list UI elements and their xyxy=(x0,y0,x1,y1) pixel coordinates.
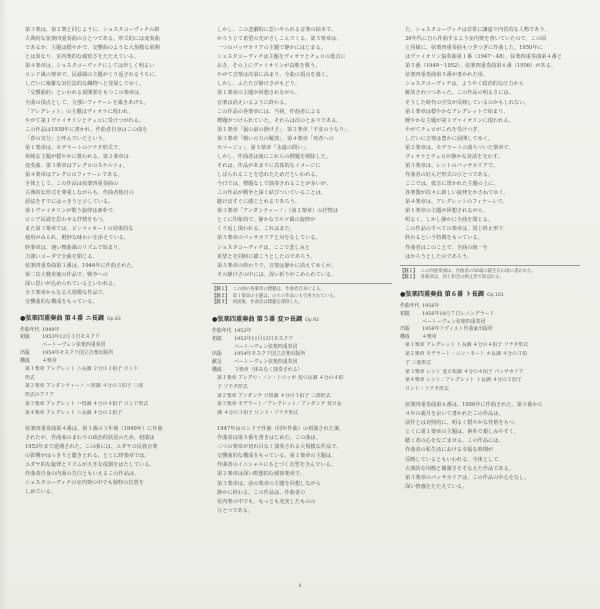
col2-footnotes xyxy=(212,283,392,307)
footnote-text: 初演後、作曲者は標題を削除した。 xyxy=(232,300,303,306)
body-line: 「交響曲的」といわれる展開部をもつこの楽章は、 xyxy=(25,90,145,97)
body-line: 室内楽の中でも、もっとも充実したものの xyxy=(217,498,316,505)
body-line: しかし、この悲劇的に思いやられる音楽の結末で、 xyxy=(217,27,337,33)
body-line: 第２楽章は、モデラートの落ちついた楽章で、 xyxy=(405,144,514,151)
body-line: 明るく、しかし静かに全曲を閉じる。 xyxy=(405,217,494,224)
quartet-6-movements xyxy=(400,342,580,394)
body-line: であるが、主題は穏やかで、交響曲のような大規模な展開 xyxy=(25,45,160,52)
meta-key: 献呈 xyxy=(212,359,222,366)
movement-line: 調 ４分の３拍子 ロンド・ソナタ形式 xyxy=(217,410,299,417)
body-line: ショスタコーヴィチは、ようやく政治的な圧力から xyxy=(405,81,524,88)
meta-value: ４楽章 xyxy=(42,357,57,364)
body-line: 「アレグレット」の主題はヴィオラに現われ、 xyxy=(25,108,134,115)
meta-value: 1952年 xyxy=(234,327,252,334)
body-line: 全体として、この作品は弦楽四重奏曲の xyxy=(25,181,119,188)
meta-row xyxy=(400,334,580,342)
body-line: しだいに複雑な対位法的な織物へと発展してゆく。 xyxy=(25,81,145,88)
body-line: 弦楽四重奏曲第６番は、1956年に作曲された。第５番から xyxy=(405,402,543,409)
body-line: それは、作品があまりに具体的なイメージに xyxy=(217,162,321,169)
body-line: また第３楽章では、ピッツィカートの効果的な xyxy=(25,226,134,233)
body-line: 古典的な弦楽四重奏曲のひとつである。形式的には変奏曲 xyxy=(25,36,160,43)
body-line: 第４楽章はアレグロのフィナーレである。 xyxy=(25,172,123,178)
meta-value: ベートーヴェン弦楽四重奏団 xyxy=(422,318,486,325)
body-line: 第３楽は、第２楽と同じように、ショスタコーヴィチの新 xyxy=(25,27,160,33)
meta-value: 1956年 xyxy=(422,302,440,309)
body-line: 第３楽章「アンダンティーノ」（第２楽章）の抒情は xyxy=(217,208,339,215)
body-line: しかし、ふたたび静けさがもどり、 xyxy=(217,81,301,88)
body-line: 第５楽章のパッサカリアと対をなしている。 xyxy=(217,235,321,242)
body-line: 前作とは対照的に、明るく穏やかな性格をもつ。 xyxy=(405,420,519,427)
body-line: 標題がつけられていた。それらは次のとおりである。 xyxy=(217,117,342,124)
movement-line: 形式のアリア xyxy=(25,392,55,399)
meta-key: 初演 xyxy=(20,334,30,341)
body-line: しめている。 xyxy=(25,489,57,496)
quartet-4-title: ●弦楽四重奏曲 第４番 ニ長調 xyxy=(20,314,104,322)
movement-line: 第１楽章 アレグレット ト長調 ４分の４拍子 ソナタ形式 xyxy=(405,342,529,349)
body-line: 第２楽章は深い瞑想的な緩徐楽章で、 xyxy=(217,471,306,478)
movement-line: 第４楽章 レント／アレグレット ト長調 ４分の２拍子 xyxy=(405,377,522,384)
body-line: 古典的な均衡と簡潔さをそなえた作品である。 xyxy=(405,465,514,472)
meta-row xyxy=(212,336,392,344)
footnote xyxy=(400,275,580,282)
meta-row xyxy=(20,342,200,350)
body-line: かろうじて希望の光がさしこんでくる。第５楽章は、 xyxy=(217,36,342,43)
body-line: 第４楽章は、アレグレットのフィナーレで、 xyxy=(405,199,508,206)
body-line: 作曲者自身の内面の告白ともいえるこの作品は、 xyxy=(25,471,140,478)
body-line: 全５楽章からなる大規模な作品で、 xyxy=(25,289,108,296)
body-line: 作曲者の好んだ形式のひとつである。 xyxy=(405,172,494,178)
meta-row xyxy=(212,359,392,367)
movement-line: 第１楽章 アレグロ・ノン・トロッポ 変ロ長調 ４分の４拍 xyxy=(217,374,344,381)
footnote-text: 第１楽章の主題は、のちの作品にも引用されている。 xyxy=(232,293,338,299)
col1-body xyxy=(20,26,200,306)
body-line: やがてチェロがこれを受けつぎ、 xyxy=(405,126,483,133)
body-line: 作曲者のイニシャルにもとづく音型を含んでいる。 xyxy=(217,462,336,469)
body-line: 軽やかな主題が第１ヴァイオリンに現われる。 xyxy=(405,117,514,124)
body-line: 第３楽章のパッサカリアは、この作品の中心をなし、 xyxy=(405,474,530,481)
body-line: やがて音楽は次第に高まり、全曲の頂点を築く。 xyxy=(217,72,332,79)
col3-body xyxy=(400,26,580,261)
body-line: ここでは、低音に置かれた主題の上に、 xyxy=(405,181,499,188)
body-line: 第４楽章は、ショスタコーヴィチにしては珍しく明るい xyxy=(25,63,155,70)
movement-line: 第３楽章 アレグレット ハ短調 ４分の４拍子 ロンド形式 xyxy=(25,401,149,408)
body-line: とくに第１楽章の主題は、素朴で親しみやすく、 xyxy=(405,429,520,436)
body-line: くり返し現われる。これはまた、 xyxy=(217,226,295,233)
meta-key: 構成 xyxy=(212,367,222,374)
text-column-3 xyxy=(400,26,580,492)
body-line: この作品のすべての楽章は、同じ終止形で xyxy=(405,226,504,233)
page-number: 8 xyxy=(298,583,302,589)
meta-key: 構成 xyxy=(20,357,30,364)
body-line: 第１楽章「嵐の前の静けさ」、第２楽章「不安のうなり」、 xyxy=(217,126,352,133)
meta-key: 作曲年代 xyxy=(20,326,40,333)
body-line: ロンド風の楽章で、民謡風の主題がくり返されるうちに、 xyxy=(25,72,160,79)
body-line: 単純な主題が穏やかに歌われる。第２楽章は xyxy=(25,153,129,160)
quartet-6-title: ●弦楽四重奏曲 第６番 ト長調 xyxy=(400,291,484,299)
meta-value: ベートーヴェン弦楽四重奏団 xyxy=(234,359,298,366)
body-line: 今日では、標題なしで演奏されることが多いが、 xyxy=(217,181,332,188)
body-line: 語法をすでにはっきりと示している。 xyxy=(25,199,114,206)
quartet-4-opus: Op.83 xyxy=(106,316,121,322)
movement-line: 子 三部形式 xyxy=(405,359,432,366)
body-line: 希望とを同時に描こうとしたのであろう。 xyxy=(217,253,316,260)
body-line: と同様に、弦楽四重奏曲もつぎつぎに作曲した。1950年に xyxy=(405,45,543,52)
body-line: 解放されつつあった。この作品の明るさには、 xyxy=(405,90,514,97)
meta-key: 出版 xyxy=(212,351,222,358)
section-title-quartet-5 xyxy=(212,315,392,325)
footnote-marker: 【註１】 xyxy=(212,286,230,292)
body-line: 変奏曲、第３楽章はアレグロのスケルツォ、 xyxy=(25,162,128,169)
section-title-quartet-4 xyxy=(20,314,200,324)
body-line: されたが、作曲家のまわりの政治的状況のため、初演は xyxy=(25,434,155,441)
body-line: の影響がはっきりと聴きとれる。とくに終楽章では、 xyxy=(25,453,150,460)
meta-value: ３楽章（休みなく演奏される） xyxy=(234,367,303,374)
page-gutter-shadow xyxy=(0,0,8,609)
body-line: この作品が戦争と深く結びついていることは、 xyxy=(217,190,326,197)
body-line: ロシア民謡を思わせる抒情をもつ。 xyxy=(25,217,108,224)
body-line: 1947年はロンドで作曲（同年作曲）の初演された後、 xyxy=(217,426,345,433)
body-line: ひとつである。 xyxy=(217,507,254,514)
body-line: しかし、作曲者は後にこれらの標題を削除した。 xyxy=(217,153,332,160)
footnote-marker: 【註２】 xyxy=(400,275,418,281)
meta-value: 1949年 xyxy=(42,326,60,333)
body-line: 静かに終わる。この作品は、作曲者の xyxy=(217,489,306,496)
body-line: しだいに音楽は豊かに展開してゆく。 xyxy=(405,135,494,142)
movement-line: 第１楽章 アレグレット ニ長調 ２分の２拍子 ロンド xyxy=(25,365,139,372)
body-line: 1953年まで延期された。この曲には、ユダヤの民族音楽 xyxy=(25,443,158,450)
footnote-marker: 【註３】 xyxy=(212,300,230,306)
body-line: 第５楽章の終わりで、音楽は静かに消えてゆくが、 xyxy=(217,262,337,269)
meta-value: 1953年12月３日モスクワ xyxy=(42,334,100,341)
body-line: はヴァイオリン協奏曲第１番（1947〜48）、弦楽四重奏曲第４番と xyxy=(405,54,563,61)
footnote-text: この四重奏曲は、作曲者の50歳の誕生日の頃に書かれた。 xyxy=(420,268,536,274)
body-line: この作品の各楽章には、当初、作曲者による xyxy=(217,108,321,115)
movement-line: 第２楽章 モデラート・コン・モート ホ長調 ４分の３拍 xyxy=(405,350,527,357)
body-line: 交響曲的な構成をもっている。第１楽章の主題は、 xyxy=(217,453,337,460)
col3-footnotes xyxy=(400,265,580,283)
body-line: 聴く者の心をなごませる。この作品には、 xyxy=(405,438,504,445)
meta-row xyxy=(400,303,580,311)
footnote-marker: 【註１】 xyxy=(400,268,418,274)
text-column-1 xyxy=(20,26,200,497)
body-line: はかろうとしたのであろう。 xyxy=(405,253,473,260)
body-line: た、ショスタコーヴィチは非常に謙虚で内省的な人物であり、 xyxy=(405,27,550,33)
quartet-6-description xyxy=(400,401,580,491)
body-line: その静けさの中には、深い祈りがこめられている。 xyxy=(217,271,337,278)
body-line: 一つのパッサカリアの主題で静かにはじまる。 xyxy=(217,45,326,52)
body-line: 第１楽章の主題が回想されながら、 xyxy=(405,208,489,215)
meta-row xyxy=(212,367,392,375)
meta-value: 1956年10月７日レニングラード xyxy=(422,310,495,317)
body-line: 作曲者はこのことで、全曲の統一を xyxy=(405,244,488,251)
meta-key: 構成 xyxy=(400,334,410,341)
body-line: 深い思いが込められているといわれる。 xyxy=(25,280,119,287)
body-line: ユダヤ的な旋律とリズムが大きな役割をはたしている。 xyxy=(25,462,155,469)
meta-value: ベートーヴェン弦楽四重奏団 xyxy=(42,342,106,349)
body-line: 第１楽章は、モデラートのソナタ形式で、 xyxy=(25,144,124,151)
movement-line: 形式 xyxy=(25,374,35,381)
meta-key: 出版 xyxy=(400,326,410,333)
body-line: 第３楽章は、前の楽章の主題を回想しながら xyxy=(217,480,321,487)
body-line: ホマージュ」、第５楽章「永遠の問い」。 xyxy=(217,144,311,151)
body-line: 弦楽四重奏曲第３番は、1946年に作曲された。 xyxy=(25,262,137,269)
body-line: 作曲者の私生活における幸福な時期が xyxy=(405,447,494,454)
meta-row xyxy=(20,350,200,358)
body-line: 第３楽章は、レントのパッサカリアで、 xyxy=(405,162,499,169)
body-line: 古典的な形式を尊重しながらも、作曲者独自の xyxy=(25,190,134,197)
body-line: 弦楽四重奏曲第５番が書かれた頃、 xyxy=(405,72,489,79)
meta-row xyxy=(20,358,200,366)
body-line: 第３楽章「戦いの力の解放」、第４楽章「死者への xyxy=(217,135,334,142)
meta-key: 初演 xyxy=(400,310,410,317)
movement-line: 第３楽章 レント 変ロ短調 ４分の４拍子 パッサカリア xyxy=(405,368,524,375)
body-line: 第１楽章の主題が回想されながら、 xyxy=(217,90,301,97)
body-line: 深い情感をたたえている。 xyxy=(405,483,468,490)
meta-value: 1958年ソヴィエト作曲家出版所 xyxy=(422,326,493,333)
body-line: 第１楽章は穏やかなアレグレットで始まり、 xyxy=(405,108,509,115)
quartet-6-opus: Op.101 xyxy=(486,293,504,299)
meta-value: 1953年11月13日モスクワ xyxy=(234,335,294,342)
quartet-5-meta xyxy=(212,328,392,375)
quartet-5-title: ●弦楽四重奏曲 第５番 変ロ長調 xyxy=(212,316,303,324)
text-column-2 xyxy=(212,26,392,516)
movement-line: 第４楽章 アレグレット ニ長調 ４分の２拍子 xyxy=(25,409,123,416)
meta-value: 1954年モスクワ国立音楽出版所 xyxy=(234,351,306,358)
quartet-5-description xyxy=(212,425,392,515)
body-line: 音楽は消えいるように終わる。 xyxy=(217,99,290,106)
movement-line: 第２楽章 アンダンティーノ ヘ短調 ４分の３拍子 三部 xyxy=(25,383,143,390)
body-line: 作曲者は第５番を書きはじめた。この曲は、 xyxy=(217,435,321,442)
footnote-marker: 【註２】 xyxy=(212,293,230,299)
meta-row xyxy=(212,328,392,336)
body-line: 使用がみられ、軽妙な味わいを添えている。 xyxy=(25,235,130,242)
meta-value: 1954年モスクワ国立音楽出版所 xyxy=(42,350,114,357)
body-line: 「春の気分」と呼んでいたという。 xyxy=(25,135,109,142)
body-line: 三つの楽章が切れ目なく演奏される大規模な作品で、 xyxy=(217,444,342,451)
footnote xyxy=(212,287,392,294)
movement-line: ロンド・ソナタ形式 xyxy=(405,386,449,393)
meta-key: 出版 xyxy=(20,350,30,357)
body-line: とは異なり、室内楽的な親密さをたたえている。 xyxy=(25,54,140,61)
movement-line: 子 ソナタ形式 xyxy=(217,383,248,390)
body-line: やがて第１ヴァイオリンとチェロに受けつがれる。 xyxy=(25,117,144,124)
quartet-4-meta xyxy=(20,327,200,366)
movement-line: 第３楽章 モデラート／アレグレット／アンダンテ 変ロ長 xyxy=(217,401,342,408)
quartet-4-movements xyxy=(20,366,200,418)
col2-body xyxy=(212,26,392,279)
body-line: しばられることを恐れたためだといわれる。 xyxy=(217,172,321,178)
footnote xyxy=(212,300,392,307)
meta-key: 作曲年代 xyxy=(212,327,232,334)
body-line: 第二次大戦直後の作品で、戦争への xyxy=(25,271,108,278)
body-line: 力強いコーダで全曲を閉じる。 xyxy=(25,253,98,260)
body-line: この作品は1938年に書かれ、作曲者自身はこの曲を xyxy=(25,126,148,133)
body-line: 弦楽四重奏曲第４番は、第３番の３年後（1949年）に作曲 xyxy=(25,425,163,432)
section-title-quartet-6 xyxy=(400,290,580,300)
body-line: おき、その上にヴァイオリンが哀歌を歌う。 xyxy=(217,63,321,70)
quartet-6-meta xyxy=(400,303,580,342)
meta-key: 初演 xyxy=(212,335,222,342)
quartet-5-movements xyxy=(212,375,392,418)
body-line: 30年代に自ら作曲するよう室内楽を書いていたので、この頃 xyxy=(405,36,547,43)
body-line: ４年の歳月をおいて書かれたこの作品は、 xyxy=(405,411,504,418)
body-line: 各楽器が次々に新しい旋律をかさねてゆく。 xyxy=(405,190,509,197)
body-line: 聴けばすぐに感じとれるであろう。 xyxy=(217,199,300,206)
movement-line: 第２楽章 アンダンテ ロ短調 ４分の３拍子 三部形式 xyxy=(217,392,331,399)
quartet-5-opus: Op.92 xyxy=(305,318,319,324)
body-line: 交響曲的な構成をもっている。 xyxy=(25,298,98,305)
body-line: ショスタコーヴィチは、ここで悲しみと xyxy=(217,244,310,251)
body-line: ショスタコーヴィチの室内楽の中でも独特の位置を xyxy=(25,480,144,487)
body-line: 第５番（1949〜1952）、弦楽四重奏曲第６番（1956）がある。 xyxy=(405,63,557,70)
meta-value: ４楽章 xyxy=(422,334,437,341)
meta-key: 作曲年代 xyxy=(400,302,420,309)
body-line: とくに印象的で、静かなワルツ風の旋律が xyxy=(217,217,316,224)
body-line: そうした時代の空気が反映しているのかもしれない。 xyxy=(405,99,530,106)
body-line: 第１ヴァイオリンが歌う旋律は素朴で、 xyxy=(25,208,119,215)
body-line: 全曲の頂点として、力強いフィナーレを築きあげる。 xyxy=(25,99,149,106)
quartet-4-description xyxy=(20,425,200,497)
body-line: ヴィオラとチェロが静かな対話を交わす。 xyxy=(405,153,503,160)
meta-row xyxy=(400,311,580,319)
meta-value: ベートーヴェン弦楽四重奏団 xyxy=(234,343,298,350)
footnote-text: この曲の各楽章の標題は、作曲者自身による。 xyxy=(232,286,325,292)
footnote-text: 各楽章は、同じ和音の終止形で結ばれる。 xyxy=(420,275,505,281)
body-line: 終楽章は、速い舞曲風のリズムで始まり、 xyxy=(25,244,124,251)
body-line: 終わるという特徴をもっている。 xyxy=(405,235,483,242)
body-line: 反映しているともいわれる。全体として、 xyxy=(405,456,504,463)
body-line: ショスタコーヴィチは主題をヴィオラとチェロの低音に xyxy=(217,54,346,61)
